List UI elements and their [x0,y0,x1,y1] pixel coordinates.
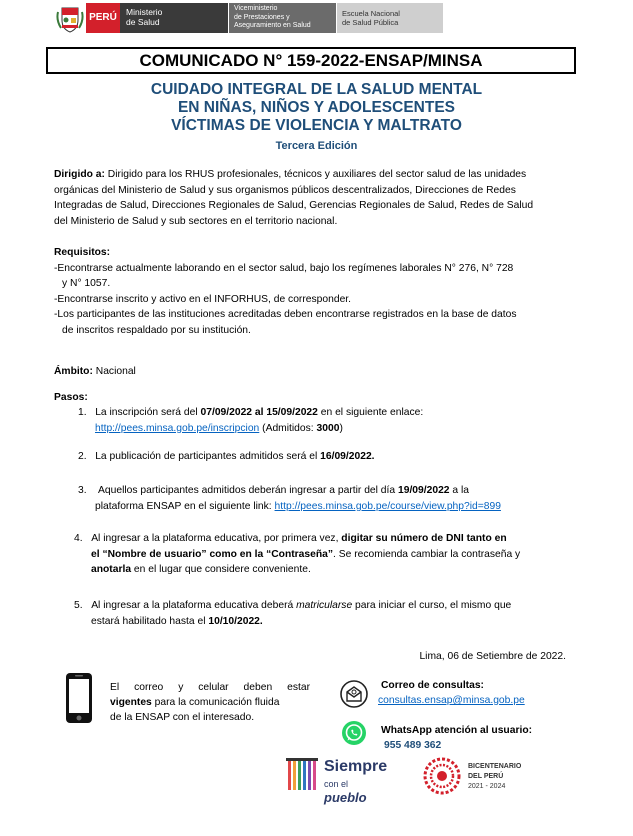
dirigido-text: del Ministerio de Salud y sub sectores en el territorio nacional. [54,215,338,227]
ambito-label: Ámbito: [54,366,93,377]
bicentenario-logo [468,762,521,792]
whatsapp-label: WhatsApp atención al usuario: [381,725,533,736]
escuela-salud-logo: Escuela Nacional de Salud Pública [337,3,443,33]
siempre-con-el-pueblo-logo [324,758,394,805]
dirigido-text: Dirigido para los RHUS profesionales, técnicos y auxiliares del sector salud de las unidades [107,169,527,180]
paso-number: 5. [74,600,83,611]
con-el-text: con el [324,779,349,789]
paso-italic-text: matricularse [296,600,353,611]
requisito-item: -Encontrarse actualmente laborando en el sector salud, bajo los regímenes laborales N° 276, N° 728 [54,262,514,274]
pueblo-text: pueblo [324,790,367,805]
admitidos-count: 3000 [316,422,340,434]
paso-text: a la [449,485,469,496]
paso-text: Al ingresar a la plataforma educativa deberá [91,600,297,611]
paso-bold-text: el “Nombre de usuario” como en la “Contraseña” [91,548,334,560]
bicentenario-years: 2021 - 2024 [468,783,506,790]
peru-logo: PERÚ [86,3,120,33]
paso-bold-text: digitar su número de DNI tanto en [341,533,507,544]
bicentenario-emblem [422,756,462,796]
paso-4 [74,531,574,578]
place-date: Lima, 06 de Setiembre de 2022. [419,651,566,662]
mobile-phone-icon [64,672,94,724]
dirigido-text: Integradas de Salud, Direcciones Regionales de Salud, Gerencias Regionales de Salud, Redes de Salud [54,200,534,211]
dirigido-text: orgánicas del Ministerio de Salud y sus organismos públicos descentralizados, Direcciones de Redes [54,184,516,196]
paso-date: 19/09/2022 [397,485,450,496]
email-label: Correo de consultas: [381,680,484,691]
paso-text: en el lugar que considere conveniente. [131,564,311,575]
ambito-section [54,364,136,380]
subtitle-line-2: EN NIÑAS, NIÑOS Y ADOLESCENTES [177,99,456,116]
ambito-value: Nacional [95,366,136,377]
dirigido-section [54,167,584,229]
paso-1 [78,405,588,436]
whatsapp-icon [341,720,367,746]
siempre-text: Siempre [324,758,388,775]
subtitle-line-1: CUIDADO INTEGRAL DE LA SALUD MENTAL [150,81,483,98]
document-title: COMUNICADO N° 159-2022-ENSAP/MINSA [46,47,576,74]
dirigido-label: Dirigido a: [54,169,105,180]
paso-text: ) [339,422,343,434]
paso-3 [78,483,588,514]
paso-text: Aquellos participantes admitidos deberán ingresar a partir del día [98,485,398,496]
note-bold: vigentes [110,697,152,708]
paso-5 [74,598,584,629]
paso-text: en el siguiente enlace: [317,407,424,418]
paso-bold-text: anotarla [91,564,132,575]
paso-date: 16/09/2022. [320,451,375,462]
viceministerio-logo: Viceministerio de Prestaciones y Aseguramiento en Salud [229,3,336,33]
requisito-item: de inscritos respaldado por su institución. [62,324,251,336]
requisitos-label: Requisitos: [54,247,111,258]
paso-text: Al ingresar a la plataforma educativa, por primera vez, [91,533,342,544]
email-icon [340,680,368,708]
requisitos-section [54,245,594,338]
paso-text: (Admitidos: [259,422,317,434]
paso-text: La inscripción será del [95,407,201,418]
paso-2 [78,449,588,465]
paso-number: 4. [74,533,83,544]
whatsapp-phone: 955 489 362 [384,740,442,751]
subtitle-line-3: VÍCTIMAS DE VIOLENCIA Y MALTRATO [171,117,462,134]
requisito-item: y N° 1057. [62,278,111,289]
note-text: para la comunicación fluida [151,697,280,708]
peru-coat-of-arms-logo [55,4,85,34]
contact-note [110,680,310,725]
bicentenario-text: BICENTENARIO [468,763,522,770]
paso-number: 3. [78,485,87,496]
paso-text: . Se recomienda cambiar la contraseña y [333,548,521,560]
email-link[interactable]: consultas.ensap@minsa.gob.pe [378,695,525,706]
note-text: de la ENSAP con el interesado. [110,712,255,723]
pasos-label: Pasos: [54,392,88,403]
bicentenario-text: DEL PERÚ [468,773,504,780]
paso-date: 10/10/2022. [208,615,263,627]
paso-number: 1. [78,407,87,418]
course-link[interactable]: http://pees.minsa.gob.pe/course/view.php?id=899 [274,500,501,512]
inscripcion-link[interactable]: http://pees.minsa.gob.pe/inscripcion [95,422,260,434]
paso-text: La publicación de participantes admitidos será el [95,451,321,462]
note-text: El correo y celular deben estar [110,682,310,693]
requisito-item: -Encontrarse inscrito y activo en el INFORHUS, de corresponder. [54,293,352,305]
paso-dates: 07/09/2022 al 15/09/2022 [200,407,318,418]
paso-text: para iniciar el curso, el mismo que [352,600,512,611]
paso-text: plataforma ENSAP en el siguiente link: [95,500,275,512]
requisito-item: -Los participantes de las instituciones acreditadas deben encontrarse registrados en la base de datos [54,309,517,320]
ministerio-salud-logo: Ministerio de Salud [120,3,228,33]
paso-number: 2. [78,451,87,462]
paso-text: estará habilitado hasta el [91,615,209,627]
siempre-con-el-pueblo-emblem [286,756,320,794]
edition-label: Tercera Edición [275,140,358,152]
